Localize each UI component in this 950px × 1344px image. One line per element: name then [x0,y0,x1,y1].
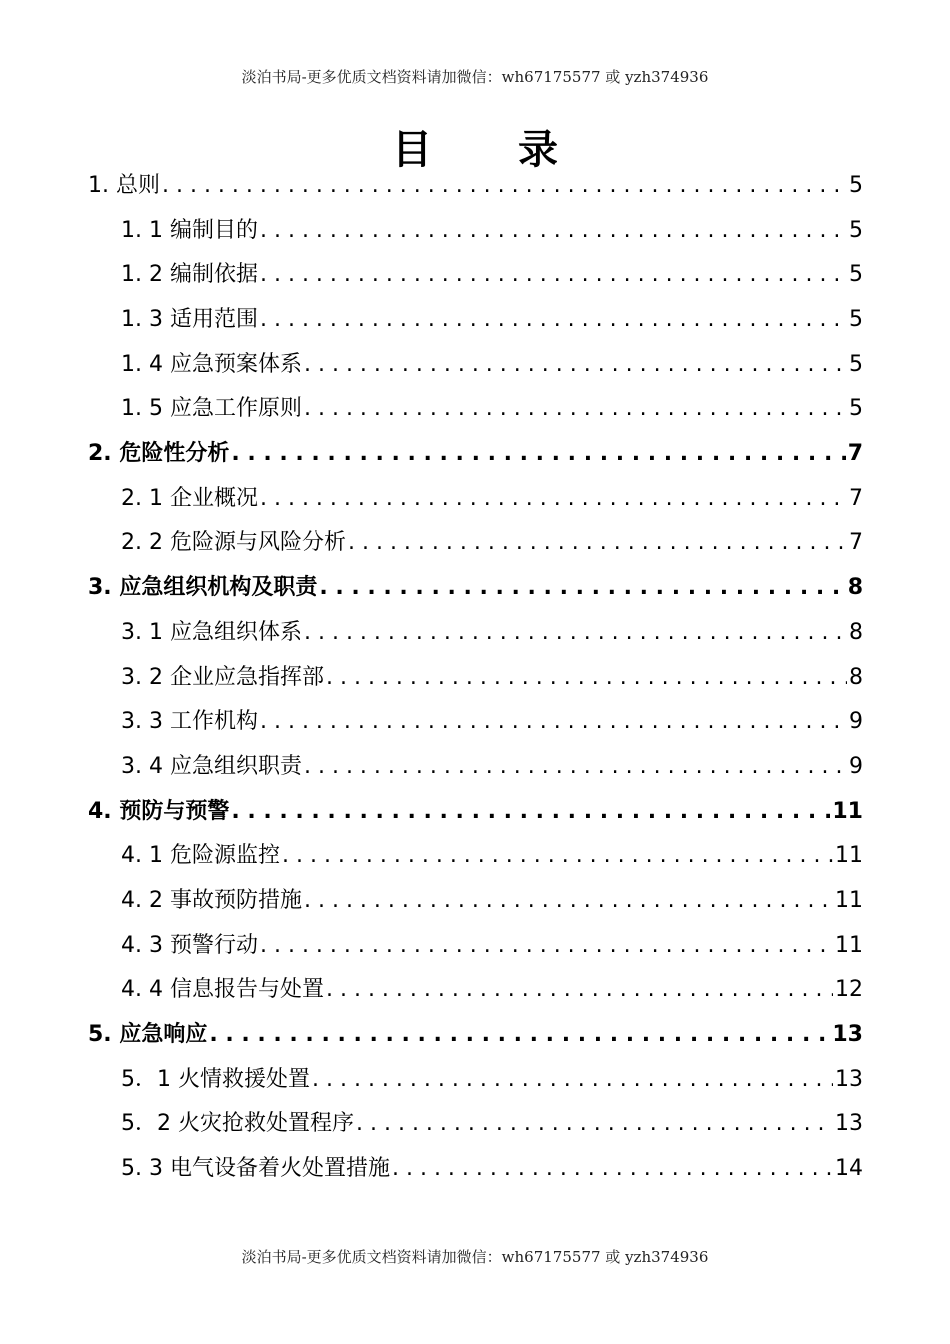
page-title: 目 录 [392,127,594,173]
toc-entry-page: 5 [849,396,863,422]
toc-entry[interactable] [88,879,863,924]
toc-entry[interactable] [88,1013,863,1058]
toc-entry-page: 14 [835,1156,863,1182]
toc-leader-dots [260,924,833,969]
toc-entry[interactable] [88,790,863,835]
toc-entry-label: 5．2 火灾抢救处置程序 [121,1111,354,1137]
toc-entry-page: 8 [849,664,863,690]
toc-leader-dots [260,253,847,298]
toc-leader-dots [304,343,847,388]
toc-entry-label: 2. 危险性分析 [88,441,230,467]
toc-entry-page: 13 [832,1022,863,1048]
toc-entry-page: 12 [835,977,863,1003]
toc-entry-page: 11 [832,798,863,824]
toc-entry[interactable] [88,432,863,477]
toc-entry-label: 3. 1 应急组织体系 [121,619,302,645]
toc-entry-label: 1. 4 应急预案体系 [121,351,302,377]
toc-entry[interactable] [88,343,863,388]
toc-entry[interactable] [88,164,863,209]
toc-entry-page: 11 [835,932,863,958]
toc-entry[interactable] [88,522,863,567]
toc-leader-dots [260,209,847,254]
toc-leader-dots [304,387,847,432]
toc-entry-page: 8 [847,575,863,601]
toc-leader-dots [356,1102,833,1147]
toc-entry-label: 1. 1 编制目的 [121,217,258,243]
toc-entry-page: 13 [835,1111,863,1137]
toc-entry-page: 11 [835,887,863,913]
toc-entry[interactable] [88,968,863,1013]
page-footer: 淡泊书局-更多优质文档资料请加微信：wh67175577 或 yzh374936 [241,1248,709,1266]
toc-leader-dots [326,656,847,701]
toc-entry-label: 1. 总则 [88,172,160,198]
toc-leader-dots [326,968,833,1013]
toc-leader-dots [304,879,833,924]
toc-leader-dots [260,477,847,522]
toc-leader-dots [282,834,833,879]
toc-entry-page: 9 [849,753,863,779]
toc-entry-page: 13 [835,1066,863,1092]
toc-leader-dots [209,1013,830,1058]
toc-entry-label: 4. 4 信息报告与处置 [121,977,324,1003]
toc-entry-page: 5 [849,172,863,198]
toc-entry-page: 8 [849,619,863,645]
toc-entry-label: 5. 应急响应 [88,1022,208,1048]
toc-entry-page: 7 [847,441,863,467]
toc-leader-dots [260,298,847,343]
toc-entry-label: 4. 预防与预警 [88,798,230,824]
toc-leader-dots [231,790,830,835]
toc-entry[interactable] [88,745,863,790]
toc-leader-dots [304,745,847,790]
toc-entry-page: 5 [849,262,863,288]
toc-entry-page: 7 [849,530,863,556]
toc-entry-label: 5．1 火情救援处置 [121,1066,310,1092]
toc-entry-label: 2. 2 危险源与风险分析 [121,530,346,556]
toc-entry[interactable] [88,834,863,879]
toc-entry-page: 5 [849,217,863,243]
toc-leader-dots [312,1058,833,1103]
toc-entry[interactable] [88,387,863,432]
toc-entry[interactable] [88,298,863,343]
toc-entry-label: 4. 2 事故预防措施 [121,887,302,913]
toc-entry-label: 5. 3 电气设备着火处置措施 [121,1156,390,1182]
toc-entry[interactable] [88,1147,863,1192]
toc-entry-page: 5 [849,351,863,377]
toc-entry-label: 4. 3 预警行动 [121,932,258,958]
toc-entry[interactable] [88,1102,863,1147]
toc-entry-label: 3. 3 工作机构 [121,709,258,735]
table-of-contents [88,164,863,1192]
toc-entry-page: 7 [849,485,863,511]
toc-entry-label: 1. 5 应急工作原则 [121,396,302,422]
toc-entry[interactable] [88,209,863,254]
toc-entry-page: 5 [849,307,863,333]
toc-leader-dots [260,700,847,745]
toc-entry-label: 1. 2 编制依据 [121,262,258,288]
toc-leader-dots [348,521,847,566]
toc-entry-label: 4. 1 危险源监控 [121,843,280,869]
toc-entry[interactable] [88,924,863,969]
toc-entry[interactable] [88,656,863,701]
toc-entry-page: 11 [835,843,863,869]
toc-entry[interactable] [88,700,863,745]
toc-entry[interactable] [88,253,863,298]
toc-entry-page: 9 [849,709,863,735]
toc-leader-dots [162,164,847,209]
toc-entry-label: 1. 3 适用范围 [121,307,258,333]
page-header: 淡泊书局-更多优质文档资料请加微信：wh67175577 或 yzh374936 [241,68,709,86]
toc-leader-dots [231,432,845,477]
toc-leader-dots [304,611,847,656]
toc-leader-dots [319,566,845,611]
toc-entry-label: 3. 2 企业应急指挥部 [121,664,324,690]
toc-entry[interactable] [88,566,863,611]
toc-entry[interactable] [88,477,863,522]
toc-entry[interactable] [88,611,863,656]
toc-entry[interactable] [88,1058,863,1103]
toc-entry-label: 3. 4 应急组织职责 [121,753,302,779]
toc-leader-dots [392,1147,833,1192]
toc-entry-label: 3. 应急组织机构及职责 [88,575,318,601]
toc-entry-label: 2. 1 企业概况 [121,485,258,511]
